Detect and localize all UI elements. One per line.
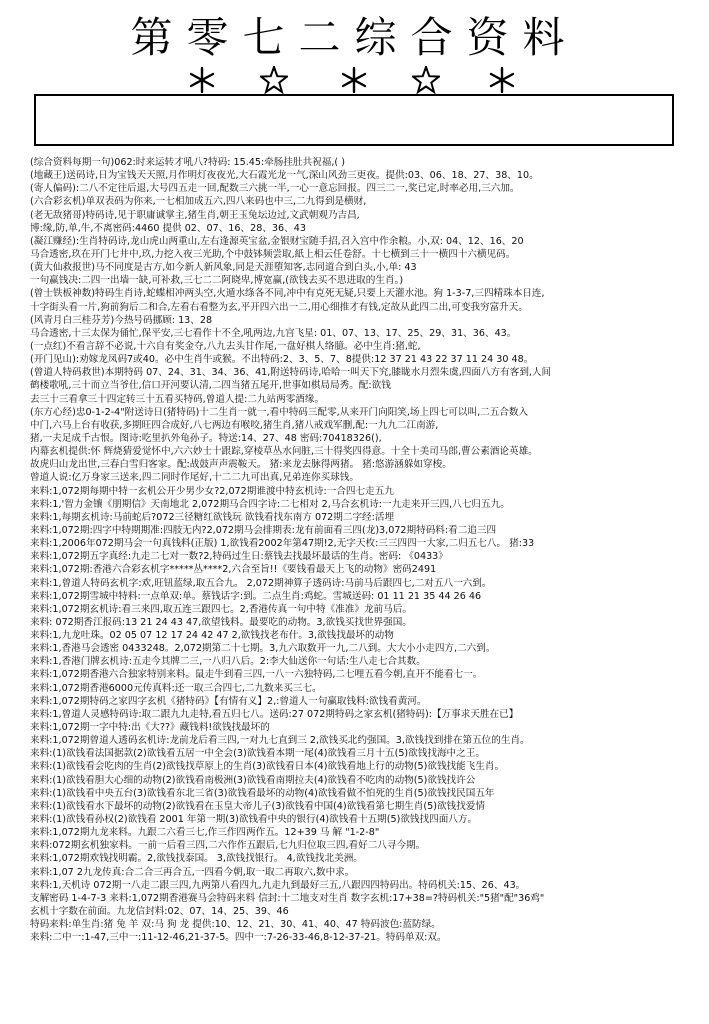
text-line: 来料:1,2006年072期马会一句真钱料(正版) 1,欲钱看2002年第47期!2,无字天枚:三三四四一大家,二归五七八。 猪:33 <box>30 538 535 550</box>
text-line: 来料:1,072期一字中特:出《大??》藏钱料!欲钱找最坏的 <box>30 722 270 734</box>
text-line: 去三十三看拿三十四定转三十五看买特码,曾道人提:二九站两零酒缘。 <box>30 393 325 405</box>
text-line: (寄人偏码):二八不定往后退,大号四五走一回,配数三六挑一半,一心一意忘回报。四三二一,奖已定,时率必用,三六加。 <box>30 183 520 195</box>
text-line: (一点红)不看言辞不必说,十六自有奖金夺,八九去头甘作尾,一盘好棋人络臆。必中生肖:猪,蛇, <box>30 340 421 352</box>
asterisk-icon <box>188 66 216 94</box>
text-line: 来料:1,072期特码之家四字玄机《猪特码》【有情有义】2,:曾道人一句赢取钱料:欲钱看黄河。 <box>30 695 427 707</box>
text-line: 来料:1,072期香港6000元传真料:还一取三合四七,二九数来买三七。 <box>30 682 322 694</box>
text-body <box>30 156 698 1020</box>
text-line: (黄大仙救报世)马不同度是古方,如今新人新风象,同是天涯堕知客,志同道合到白头,小,单: 43 <box>30 262 417 274</box>
text-line: 来料:(1)欲钱看中央五台(3)欲钱看东北三省(3)欲钱看最坏的动物(4)欲钱看做不怕死的生肖(5)欲钱找民国五年 <box>30 787 495 799</box>
text-line: 来料:1,香港门牌玄机诗:五走今其牌二三,一八归八后。2:李大仙送你一句话:生八走七合其数。 <box>30 656 426 668</box>
star-icon <box>412 66 440 94</box>
text-line: 来料: 072期香江报码:13 21 24 43 47,欲望钱料。最要吃的动物。3,欲钱买找世界强国。 <box>30 616 412 628</box>
text-line: 来料:1,每期玄机诗:马前蛇后?072三径糖红欲钱玩 欲钱看找东南方 072期二字经:活埋 <box>30 511 395 523</box>
text-line: (凝江赚经):生肖特码诗,龙山虎山两重山,左右逢源英宝盆,金银财宝随手招,召入宫中作余粮。小,双: 04、12、16、20 <box>30 235 524 247</box>
text-line: (东方心经)忠0-1-2-4"附送诗日(猪特码)十二生肖一就一,看中特码三配零,从来开门向阳笑,场上四七可以叫,二五合数入 <box>30 406 529 418</box>
text-line: 来料:1,曾道人灵感特码诗:取二跟九九走特,看五归七八。送码:27 072期特码之家玄机(猪特码):【万事求天胜在已】 <box>30 708 519 720</box>
text-line: 来料:1,'智力金镶《朋期信》天南地北 2,072期马合四字诗:二七相对 2,马合玄机诗:一九走来开三四,八七归五九。 <box>30 498 510 510</box>
text-line: 特码来料:单生肖:猪 兔 羊 双:马 狗 龙 提供:10、12、21、30、41、40、47 特码波色:蓝防绿。 <box>30 919 441 931</box>
text-line: 来料:(1)欲钱看孙权(2)欲钱看 2001 年第一期(3)欲钱看中央的银行(4)欲钱看十五期(5)欲钱找四面八方。 <box>30 814 478 826</box>
text-line: 来料:1,072期:四字中特期期准:四肢无内?2,072期马会排期表:龙有前面看三四(龙)3,072期特码料:看二追三四 <box>30 524 497 536</box>
text-line: 曾道人说:亿万身家三送来,四二同时作尾好,十二二九可出真,兄弟连你买球钱。 <box>30 472 359 484</box>
text-line: 鹤楼歌吼,三十而立当爷仕,信口开河要认清,二四当猪五尾开,世事如棋局局秀。配:欲钱 <box>30 380 391 392</box>
text-line: 来料:(1)欲钱看胆大心细的动物(2)欲钱看南极洲(3)欲钱看南期拉夫(4)欲钱看不吃肉的动物(5)欲钱找许公 <box>30 774 476 786</box>
text-line: 来料:1,072期欢钱找明霸。2,欲钱找泰国。 3,欲钱找银行。 4,欲钱找北美洲。 <box>30 853 363 865</box>
text-line: 来料:1,曾道人特码玄机字:欢,旺钮蓝绿,取五合九。 2,072期神算子透码诗:马前马后跟四七,二对五八一六到。 <box>30 577 492 589</box>
text-line: (老无敌猪哥)特码诗,见于职庸诚掌主,猪生肖,朝王玉兔坛边过,文武朝观乃吉昌, <box>30 209 360 221</box>
text-line: 博:缘,防,单,牛,不离密码:4460 提供 02、07、16、28、36、43 <box>30 222 306 234</box>
document-title: 第零七二综合资料 <box>130 13 579 62</box>
text-line: 来料:1,九龙吐珠。02 05 07 12 17 24 42 47 2,欲钱找老布什。3,欲钱找最坏的动物 <box>30 630 394 642</box>
star-icon <box>260 66 288 94</box>
text-line: 来料:1,07 2九龙传真:合二合三再合五,一四看今朝,取一取二再取六,数中求。 <box>30 866 355 878</box>
text-line: 故虎归山龙出世,三春白雪归客家。配:战鼓声声震鞍天。 猪:来龙去脉得两猪。 猪:悠游涵躲如穿梭。 <box>30 459 452 471</box>
text-line: 内幕玄机提供:怀 辉烧猜爱觉怀中,六六妙士十跟踪,穿棱草丛水问脏,三十得奖四得意。十全十美司马郎,曹公素酒论英雄。 <box>30 446 538 458</box>
text-line: 马合透密,玖在开门七井中,玖,力挖入夜三光助,个中鼓钵频尝取,紙上相云任卷舒。十七横到三十一横四十六横见码。 <box>30 248 516 260</box>
text-line: 来料:(1)欲钱看水下最坏的动物(2)欲钱看在玉皇大帝儿子(3)欲钱看中国(4)欲钱看第七期生肖(5)欲钱找爱情 <box>30 800 485 812</box>
text-line: (曾士铁板神数)特码生肖诗,蛇蝶相冲两头空,火遁水绦各不同,冲中有克死无疑,只要上天灌水池。狗 1-3-7,三四精珠本日连, <box>30 288 545 300</box>
text-line: 玄机十字数在前面。九龙信封料:02、07、14、25、39、46 <box>30 906 289 918</box>
text-line: (六合彩玄机)单双表码为你来,一七相加成五六,四八来码也中三,二九得到是横财, <box>30 196 367 208</box>
asterisk-icon <box>488 66 516 94</box>
text-line: 马合透密,十三太保为俑忙,保平安,三七看作十不全,吼两边,九宫飞星: 01、07、13、17、25、29、31、36、43。 <box>30 327 517 339</box>
text-line: 来料:1,072期每期中特一玄机公开少男少女?2,072期谁渡中特玄机诗:一合四七走五九 <box>30 485 394 497</box>
text-line: 猪,一夫足成千古恨。图诗:吃里扒外龟孙子。特送:14、27、48 密码:70418326(), <box>30 432 382 444</box>
text-line: 来料:1,072期五字真经:九走二七对一数?2,特码过生日:蔡钱去找最坏最话的生肖。密码: 《0433》 <box>30 551 448 563</box>
text-line: (综合资料每期一句)062:时来运转才吼八?特码: 15.45:牵肠挂肚共祝福,( ) <box>30 157 345 168</box>
text-line: 来料:1,香港马会透密 0433248。2,072期第二十七期。3,九六取数开一九,二八到。大大小小走四方,二六到。 <box>30 643 496 655</box>
text-line: 来料:1,072期曾道人透码玄机诗:龙前龙后看三四,一对九七直到三 2,欲钱买北约强国。3,欲钱找到排在第五位的生肖。 <box>30 735 530 747</box>
text-line: 来料:1,072期九龙来料。九跟二六看三七,作三作四两作五。12+39 马 解 "1-2-8" <box>30 827 380 839</box>
asterisk-icon <box>340 66 368 94</box>
text-line: 来料:1,072期雪城中特料:一点单双:单。蔡钱话字:到。二点生肖:鸡蛇。雪城送码: 01 11 21 35 44 26 46 <box>30 590 482 602</box>
text-line: (风青月白三桂芬芳)今热号码挪顾: 13、28 <box>30 314 213 326</box>
text-line: 来料:(1)欲钱看法国据款(2)欲钱看五居一中全会(3)欲钱看本期一尾(4)欲钱看三月十五(5)欲钱找海中之王。 <box>30 748 485 760</box>
text-line: 一句赢钱决:二四一出墙一缺,可补救,三七二二阿晓卑,博宽赢,(欲钱去买不思进取的生肖。) <box>30 275 404 287</box>
text-line: 支解密码 1-4-7-3 来料:1,072期香港赛马会特码来料 信封:十二地支对生肖 数字玄机:17+38=?特码机关:"5猪"配"36鸡" <box>30 892 545 904</box>
text-line: 来料:1,072期香港六合独家特别来料。鼠走牛到看三四,一八一六独特码,二七哩五看今朝,直开不能看七一。 <box>30 669 483 681</box>
text-line: 来料:1,天机诗 072期一八走二跟三四,九两第八看四九,九走九到最好三五,八跟四四特码出。特码机关:15、26、43。 <box>30 879 526 891</box>
text-line: 来料:二中一:1-47,三中一:11-12-46,21-37-5。四中一:7-26-33-46,8-12-37-21。特码单双:双。 <box>30 932 447 944</box>
star-row <box>0 66 709 96</box>
text-line: 来料:(1)欲钱看会吃肉的生肖(2)欲钱找草原上的生肖(3)欲钱看日本(4)欲钱看地上行的动物(5)欲钱找能飞生肖。 <box>30 761 505 773</box>
text-line: (地藏王)送码诗,日为宝钱天天照,月作明灯夜夜光,大石霞光龙一气,深山风劲三更夜。提供:03、06、18、27、38、10。 <box>30 170 539 182</box>
empty-banner-box <box>34 94 674 146</box>
text-line: 中门,六马上台有收获,多期旺四合成好,八七两边有喉咬,猪生肖,猪八戒戏军删,配:一九九二江南游, <box>30 419 439 431</box>
text-line: 十字街头看一片,狗前狗后二和合,左看右看整为玄,平开四六出一二,用心细推才有钱,定故从此四二出,可变我穷富升天。 <box>30 301 528 313</box>
text-line: 来料:1,072期:香港六合彩玄机字*****丛****2,六合至旨!!《要钱看最天上飞的动物》密码2491 <box>30 564 437 576</box>
text-line: (曾道人特码救世)本期特码 07、24、31、34、36、41,附送特码诗,哈哈一叫天下究,膝眬水月烈朱虞,四面八方有客到,人间 <box>30 367 552 379</box>
text-line: 来料:1,072期玄机诗:看三来四,取五连三跟四七。2,香港传真一句中特《准准》龙前马后。 <box>30 603 412 615</box>
text-line: 来料:072期玄机独家料。一前一后看三四,二六作作五跟后,七九归位取三四,看好二八寻今期。 <box>30 840 426 852</box>
text-line: (开门见山):劝嫁龙凤码7或40。必中生肖牛或猴。不出特码:2、3、5、7、8提供:12 37 21 43 22 37 11 24 30 48。 <box>30 354 534 366</box>
